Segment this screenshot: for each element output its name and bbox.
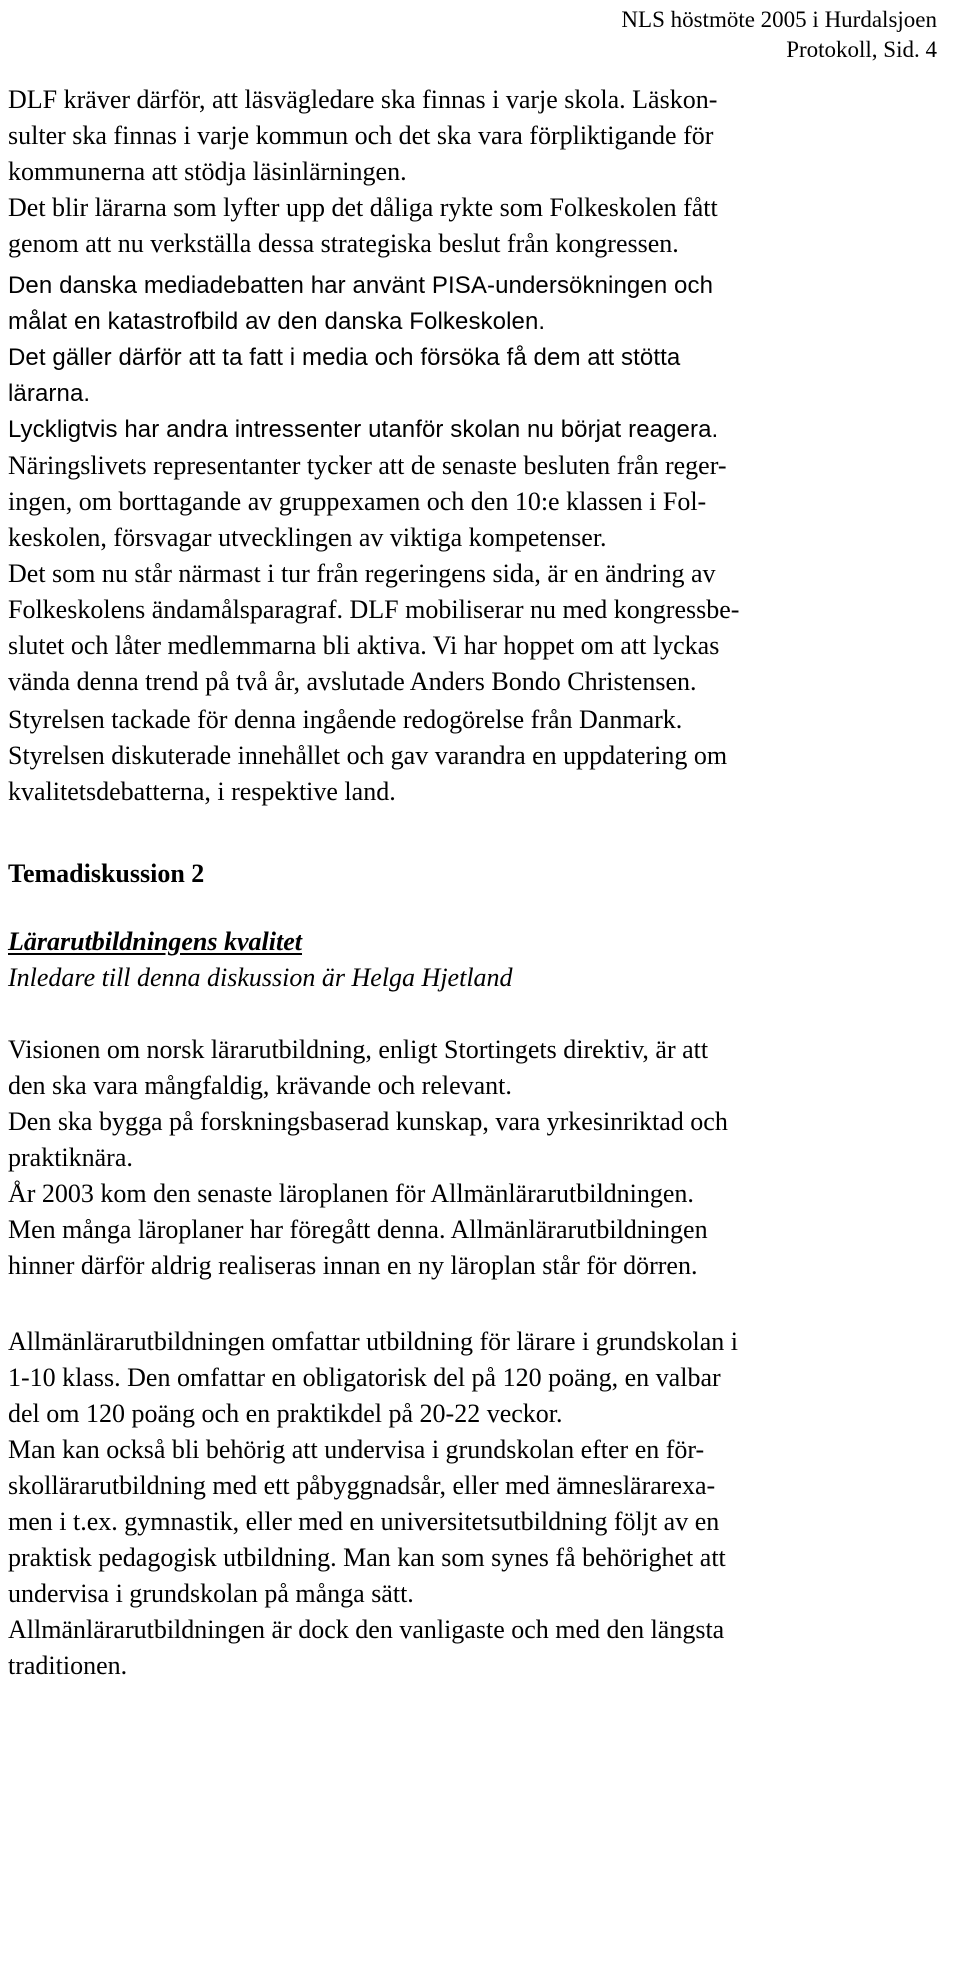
text-line: Visionen om norsk lärarutbildning, enligt Stortingets direktiv, är att [8, 1035, 709, 1064]
text-line: Det som nu står närmast i tur från regeringens sida, är en ändring av [8, 559, 716, 588]
text-line: genom att nu verkställa dessa strategiska beslut från kongressen. [8, 229, 679, 258]
section-title: Temadiskussion 2 [8, 859, 205, 888]
text-line: skollärarutbildning med ett påbyggnadsår, eller med ämneslärarexa- [8, 1471, 716, 1500]
paragraph-norwegian-vision [8, 1032, 953, 1284]
text-line: slutet och låter medlemmarna bli aktiva. Vi har hoppet om att lyckas [8, 631, 720, 660]
text-line: men i t.ex. gymnastik, eller med en universitetsutbildning följt av en [8, 1507, 720, 1536]
topic-introducer: Inledare till denna diskussion är Helga Hjetland [8, 963, 513, 992]
header-meeting-title: NLS höstmöte 2005 i Hurdalsjoen [621, 7, 937, 32]
text-line: sulter ska finnas i varje kommun och det ska vara förpliktigande för [8, 121, 714, 150]
text-line: del om 120 poäng och en praktikdel på 20-22 veckor. [8, 1399, 563, 1428]
text-line: Näringslivets representanter tycker att de senaste besluten från reger- [8, 451, 727, 480]
topic-title: Lärarutbildningens kvalitet [8, 927, 302, 956]
text-line: 1-10 klass. Den omfattar en obligatorisk del på 120 poäng, en valbar [8, 1363, 721, 1392]
text-line: hinner därför aldrig realiseras innan en ny läroplan står för dörren. [8, 1251, 698, 1280]
section-heading [8, 856, 953, 892]
text-line: Allmänlärarutbildningen är dock den vanligaste och med den längsta [8, 1615, 725, 1644]
text-line: praktisk pedagogisk utbildning. Man kan som synes få behörighet att [8, 1543, 726, 1572]
text-line: vända denna trend på två år, avslutade Anders Bondo Christensen. [8, 667, 697, 696]
paragraph-next-steps [8, 556, 953, 700]
page-header [621, 5, 937, 65]
text-line: År 2003 kom den senaste läroplanen för Allmänlärarutbildningen. [8, 1179, 694, 1208]
paragraph-business-reps [8, 448, 953, 556]
text-line: Det blir lärarna som lyfter upp det dåliga rykte som Folkeskolen fått [8, 193, 718, 222]
text-line: DLF kräver därför, att läsvägledare ska finnas i varje skola. Läskon- [8, 85, 718, 114]
text-line: Styrelsen diskuterade innehållet och gav varandra en uppdatering om [8, 741, 728, 770]
text-line: kvalitetsdebatterna, i respektive land. [8, 777, 396, 806]
text-line: Styrelsen tackade för denna ingående redogörelse från Danmark. [8, 705, 683, 734]
text-line: kommunerna att stödja läsinlärningen. [8, 157, 407, 186]
paragraph-dlf-demands [8, 82, 953, 262]
text-line: Man kan också bli behörig att undervisa i grundskolan efter en för- [8, 1435, 705, 1464]
text-line: keskolen, försvagar utvecklingen av viktiga kompetenser. [8, 523, 607, 552]
text-line: Men många läroplaner har föregått denna. Allmänlärarutbildningen [8, 1215, 708, 1244]
paragraph-board-thanks [8, 702, 953, 810]
text-line: den ska vara mångfaldig, krävande och relevant. [8, 1071, 512, 1100]
text-line: Det gäller därför att ta fatt i media och försöka få dem att stötta [8, 344, 681, 371]
text-line: lärarna. [8, 380, 91, 407]
text-line: traditionen. [8, 1651, 128, 1680]
text-line: praktiknära. [8, 1143, 133, 1172]
text-line: Den danska mediadebatten har använt PISA-undersökningen och [8, 272, 714, 299]
header-page-number: Protokoll, Sid. 4 [786, 37, 937, 62]
text-line: undervisa i grundskolan på många sätt. [8, 1579, 414, 1608]
document-page [8, 0, 960, 1970]
text-line: Allmänlärarutbildningen omfattar utbildning för lärare i grundskolan i [8, 1327, 738, 1356]
text-line: ingen, om borttagande av gruppexamen och den 10:e klassen i Fol- [8, 487, 707, 516]
paragraph-media-debate [8, 268, 953, 448]
text-line: Den ska bygga på forskningsbaserad kunskap, vara yrkesinriktad och [8, 1107, 728, 1136]
paragraph-teacher-education [8, 1324, 953, 1684]
text-line: målat en katastrofbild av den danska Folkeskolen. [8, 308, 546, 335]
text-line: Folkeskolens ändamålsparagraf. DLF mobiliserar nu med kongressbe- [8, 595, 740, 624]
text-line: Lyckligtvis har andra intressenter utanför skolan nu börjat reagera. [8, 416, 719, 443]
topic-heading-block [8, 924, 953, 996]
